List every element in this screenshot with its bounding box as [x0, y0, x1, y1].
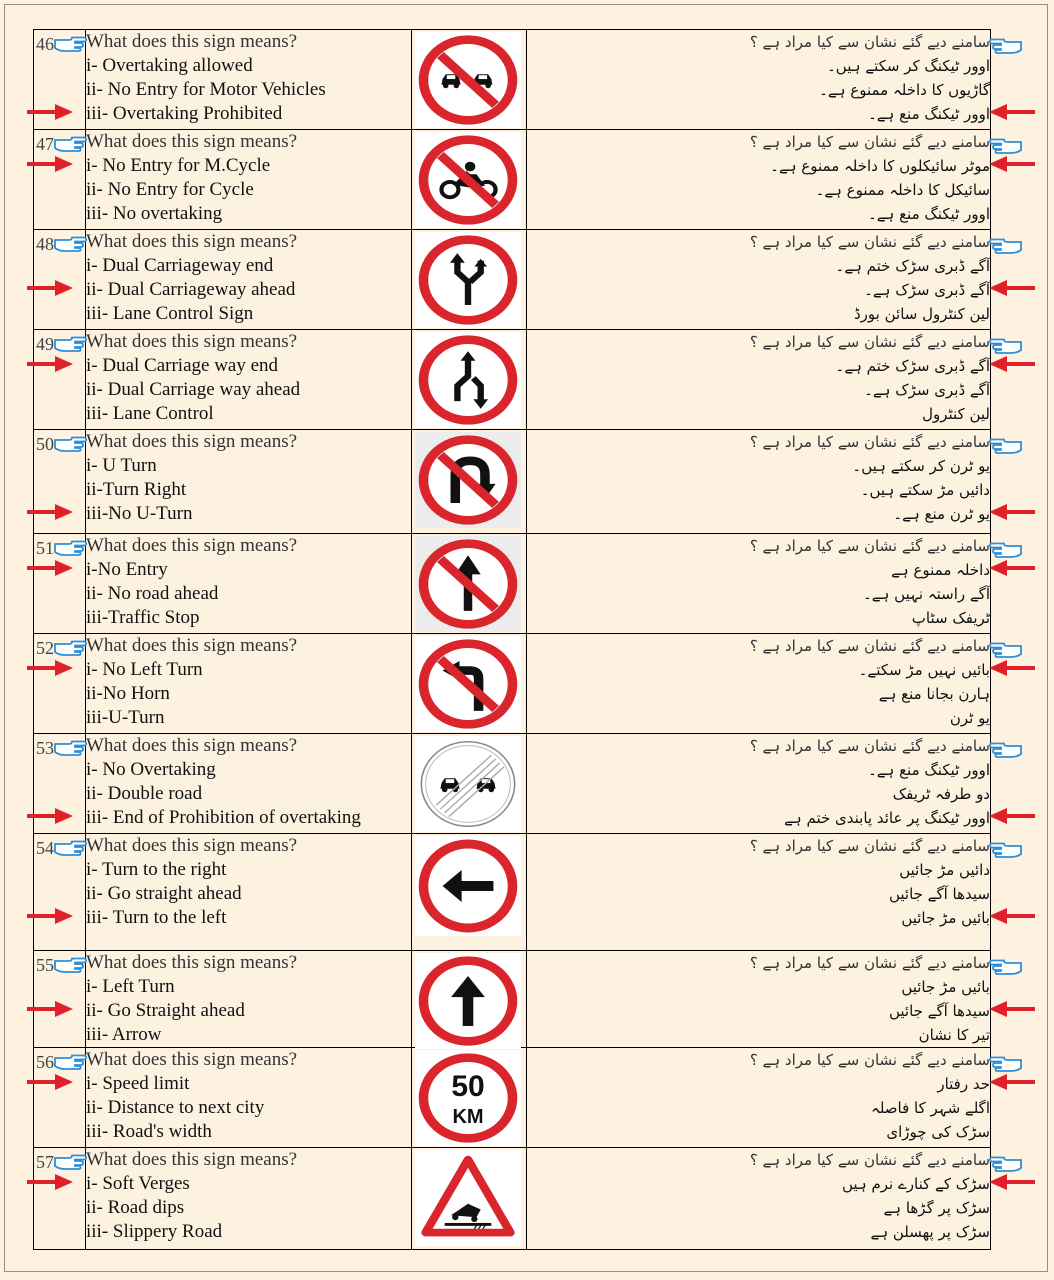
answer-arrow-icon [27, 558, 73, 578]
english-cell [86, 1148, 412, 1250]
sign-cell [412, 1148, 527, 1250]
urdu-cell [527, 1148, 991, 1250]
urdu-cell [527, 330, 991, 430]
urdu-question: سامنے دیے گئے نشان سے کیا مراد ہے ؟ [749, 433, 990, 451]
urdu-option: یو ٹرن منع ہے۔ [893, 505, 990, 523]
pointing-hand-icon [989, 740, 1023, 758]
pointing-hand-icon [53, 638, 87, 656]
sign-cell [412, 834, 527, 951]
pointing-hand-icon [989, 1154, 1023, 1172]
english-question: What does this sign means? [86, 1049, 298, 1070]
sign-cell [412, 230, 527, 330]
urdu-question: سامنے دیے گئے نشان سے کیا مراد ہے ؟ [749, 333, 990, 351]
english-option: i- Dual Carriage way end [86, 355, 279, 376]
english-option: i- No Overtaking [86, 759, 216, 780]
question-number-cell [34, 1048, 86, 1148]
urdu-question: سامنے دیے گئے نشان سے کیا مراد ہے ؟ [749, 637, 990, 655]
pointing-hand-icon [53, 134, 87, 152]
english-question: What does this sign means? [86, 835, 298, 856]
sign-cell [412, 130, 527, 230]
pointing-hand-icon [989, 540, 1023, 558]
urdu-option: بائیں نہیں مڑ سکتے۔ [858, 661, 990, 679]
no-motorcycle-sign [415, 132, 521, 228]
english-option: ii- Dual Carriage way ahead [86, 379, 301, 400]
english-cell [86, 330, 412, 430]
english-option: iii- Overtaking Prohibited [86, 103, 283, 124]
answer-arrow-icon [989, 999, 1035, 1019]
pointing-hand-icon [53, 1052, 87, 1070]
sign-cell [412, 734, 527, 834]
urdu-question: سامنے دیے گئے نشان سے کیا مراد ہے ؟ [749, 1051, 990, 1069]
question-row [34, 734, 991, 834]
urdu-cell [527, 230, 991, 330]
soft-verges-sign [415, 1150, 521, 1246]
english-cell [86, 834, 412, 951]
answer-arrow-icon [989, 806, 1035, 826]
english-option: i- No Entry for M.Cycle [86, 155, 271, 176]
question-number-cell [34, 230, 86, 330]
english-question: What does this sign means? [86, 952, 298, 973]
english-cell [86, 634, 412, 734]
urdu-option: بائیں مڑ جائیں [901, 978, 990, 996]
pointing-hand-icon [53, 434, 87, 452]
pointing-hand-icon [53, 538, 87, 556]
urdu-option: موٹر سائیکلوں کا داخلہ ممنوع ہے۔ [770, 157, 990, 175]
urdu-option: سڑک کے کنارے نرم ہیں [841, 1175, 990, 1193]
question-number-cell [34, 534, 86, 634]
question-row [34, 430, 991, 534]
pointing-hand-icon [53, 738, 87, 756]
english-option: iii-Traffic Stop [86, 607, 200, 628]
english-cell [86, 30, 412, 130]
answer-arrow-icon [27, 906, 73, 926]
english-question: What does this sign means? [86, 431, 298, 452]
question-number: 50 [36, 434, 54, 454]
english-option: ii-Turn Right [86, 479, 187, 500]
question-number: 56 [36, 1052, 54, 1072]
sign-cell [412, 330, 527, 430]
question-row [34, 130, 991, 230]
english-cell [86, 951, 412, 1048]
no-overtaking-sign [415, 32, 521, 128]
pointing-hand-icon [53, 34, 87, 52]
answer-arrow-icon [27, 1172, 73, 1192]
english-option: iii- Slippery Road [86, 1221, 223, 1242]
urdu-option: سائیکل کا داخلہ ممنوع ہے۔ [815, 181, 990, 199]
pointing-hand-icon [53, 334, 87, 352]
question-row [34, 330, 991, 430]
question-number: 51 [36, 538, 54, 558]
english-option: ii- Road dips [86, 1197, 185, 1218]
urdu-question: سامنے دیے گئے نشان سے کیا مراد ہے ؟ [749, 954, 990, 972]
pointing-hand-icon [53, 955, 87, 973]
question-number-cell [34, 330, 86, 430]
english-option: i- Turn to the right [86, 859, 227, 880]
answer-arrow-icon [27, 278, 73, 298]
urdu-option: بائیں مڑ جائیں [901, 909, 990, 927]
question-number-cell [34, 834, 86, 951]
urdu-option: اوور ٹیکنگ کر سکتے ہیں۔ [826, 57, 990, 75]
urdu-option: گاڑیوں کا داخلہ ممنوع ہے۔ [819, 81, 990, 99]
english-option: i- Overtaking allowed [86, 55, 253, 76]
english-option: ii- Go Straight ahead [86, 1000, 245, 1021]
english-option: ii- No Entry for Cycle [86, 179, 254, 200]
answer-arrow-icon [27, 999, 73, 1019]
urdu-option: اوور ٹیکنگ منع ہے۔ [867, 761, 990, 779]
urdu-cell [527, 834, 991, 951]
question-row [34, 1048, 991, 1148]
speed-limit-unit: KM [452, 1106, 484, 1128]
pointing-hand-icon [989, 436, 1023, 454]
pointing-hand-icon [989, 840, 1023, 858]
sign-cell [412, 1048, 527, 1148]
question-row [34, 534, 991, 634]
pointing-hand-icon [53, 234, 87, 252]
answer-arrow-icon [27, 354, 73, 374]
english-question: What does this sign means? [86, 535, 298, 556]
english-cell [86, 534, 412, 634]
urdu-option: ٹریفک سٹاپ [911, 609, 990, 627]
answer-arrow-icon [989, 502, 1035, 522]
question-number: 54 [36, 838, 54, 858]
turn-left-sign [415, 836, 521, 936]
urdu-option: آگے ڈبری سڑک ختم ہے۔ [835, 257, 990, 275]
urdu-cell [527, 1048, 991, 1148]
question-number: 53 [36, 738, 54, 758]
answer-arrow-icon [27, 658, 73, 678]
urdu-cell [527, 734, 991, 834]
english-option: i-No Entry [86, 559, 168, 580]
urdu-option: سڑک پر گڑھا ہے [883, 1199, 990, 1217]
english-question: What does this sign means? [86, 231, 298, 252]
answer-arrow-icon [989, 658, 1035, 678]
urdu-option: اگلے شہر کا فاصلہ [871, 1099, 990, 1117]
pointing-hand-icon [989, 336, 1023, 354]
urdu-option: اوور ٹیکنگ منع ہے۔ [867, 205, 990, 223]
answer-arrow-icon [989, 1172, 1035, 1192]
pointing-hand-icon [989, 236, 1023, 254]
english-option: i- No Left Turn [86, 659, 203, 680]
urdu-question: سامنے دیے گئے نشان سے کیا مراد ہے ؟ [749, 837, 990, 855]
question-number: 46 [36, 34, 54, 54]
english-option: ii- Go straight ahead [86, 883, 242, 904]
urdu-option: یو ٹرن کر سکتے ہیں۔ [852, 457, 990, 475]
english-option: i- U Turn [86, 455, 157, 476]
english-question: What does this sign means? [86, 131, 298, 152]
english-option: ii- No road ahead [86, 583, 219, 604]
urdu-option: داخلہ ممنوع ہے [891, 561, 990, 579]
pointing-hand-icon [989, 136, 1023, 154]
urdu-option: آگے ڈبری سڑک ہے۔ [864, 281, 990, 299]
urdu-option: حد رفتار [937, 1075, 990, 1093]
english-question: What does this sign means? [86, 735, 298, 756]
question-number: 47 [36, 134, 54, 154]
urdu-cell [527, 634, 991, 734]
urdu-question: سامنے دیے گئے نشان سے کیا مراد ہے ؟ [749, 33, 990, 51]
question-row [34, 1148, 991, 1250]
english-cell [86, 430, 412, 534]
answer-arrow-icon [27, 806, 73, 826]
english-option: i- Soft Verges [86, 1173, 190, 1194]
answer-arrow-icon [989, 278, 1035, 298]
pointing-hand-icon [53, 1152, 87, 1170]
urdu-option: اوور ٹیکنگ منع ہے۔ [867, 105, 990, 123]
urdu-option: سیدھا آگے جائیں [888, 885, 990, 903]
question-number-cell [34, 734, 86, 834]
answer-arrow-icon [27, 1072, 73, 1092]
sign-cell [412, 30, 527, 130]
english-option: i- Dual Carriageway end [86, 255, 274, 276]
english-cell [86, 130, 412, 230]
english-question: What does this sign means? [86, 635, 298, 656]
urdu-cell [527, 534, 991, 634]
question-number: 55 [36, 955, 54, 975]
english-option: ii- Dual Carriageway ahead [86, 279, 296, 300]
question-number-cell [34, 130, 86, 230]
no-left-turn-sign [415, 636, 521, 732]
pointing-hand-icon [53, 838, 87, 856]
sign-cell [412, 634, 527, 734]
urdu-option: لین کنٹرول [922, 405, 990, 423]
english-question: What does this sign means? [86, 1149, 298, 1170]
english-option: ii- Distance to next city [86, 1097, 265, 1118]
answer-arrow-icon [989, 1072, 1035, 1092]
urdu-option: آگے راستہ نہیں ہے۔ [863, 585, 990, 603]
urdu-option: دائیں مڑ سکتے ہیں۔ [860, 481, 990, 499]
answer-arrow-icon [989, 558, 1035, 578]
english-option: i- Left Turn [86, 976, 175, 997]
question-row [34, 230, 991, 330]
english-option: iii- Turn to the left [86, 907, 227, 928]
question-row [34, 634, 991, 734]
question-number: 48 [36, 234, 54, 254]
english-question: What does this sign means? [86, 31, 298, 52]
english-option: ii-No Horn [86, 683, 170, 704]
urdu-question: سامنے دیے گئے نشان سے کیا مراد ہے ؟ [749, 133, 990, 151]
pointing-hand-icon [989, 957, 1023, 975]
pointing-hand-icon [989, 640, 1023, 658]
end-no-overtaking-sign [415, 736, 521, 832]
urdu-question: سامنے دیے گئے نشان سے کیا مراد ہے ؟ [749, 1151, 990, 1169]
urdu-option: سیدھا آگے جائیں [888, 1002, 990, 1020]
urdu-question: سامنے دیے گئے نشان سے کیا مراد ہے ؟ [749, 737, 990, 755]
urdu-option: آگے ڈبری سڑک ختم ہے۔ [835, 357, 990, 375]
english-question: What does this sign means? [86, 331, 298, 352]
english-option: iii- Arrow [86, 1024, 162, 1045]
urdu-option: دو طرفہ ٹریفک [892, 785, 990, 803]
urdu-option: سڑک پر پھسلن ہے [870, 1223, 990, 1241]
question-number: 49 [36, 334, 54, 354]
dual-carriageway-end-sign [415, 332, 521, 428]
urdu-cell [527, 951, 991, 1048]
english-cell [86, 734, 412, 834]
speed-limit-value: 50 [451, 1070, 485, 1103]
urdu-cell [527, 130, 991, 230]
urdu-option: آگے ڈبری سڑک ہے۔ [864, 381, 990, 399]
question-row [34, 951, 991, 1048]
question-number-cell [34, 1148, 86, 1250]
urdu-option: دائیں مڑ جائیں [899, 861, 990, 879]
answer-arrow-icon [989, 154, 1035, 174]
straight-ahead-sign [415, 953, 521, 1049]
urdu-option: یو ٹرن [949, 709, 990, 727]
urdu-option: سڑک کی چوڑای [886, 1123, 990, 1141]
urdu-option: اوور ٹیکنگ پر عائد پابندی ختم ہے [784, 809, 990, 827]
no-entry-sign [415, 536, 521, 632]
no-u-turn-sign [415, 432, 521, 528]
english-option: iii- Lane Control [86, 403, 214, 424]
pointing-hand-icon [989, 1054, 1023, 1072]
question-number-cell [34, 634, 86, 734]
answer-arrow-icon [27, 102, 73, 122]
question-number-cell [34, 951, 86, 1048]
sign-cell [412, 534, 527, 634]
urdu-option: تیر کا نشان [918, 1026, 990, 1044]
answer-arrow-icon [989, 354, 1035, 374]
english-option: iii-U-Turn [86, 707, 165, 728]
english-option: ii- Double road [86, 783, 203, 804]
question-row [34, 834, 991, 951]
sign-cell [412, 951, 527, 1048]
urdu-question: سامنے دیے گئے نشان سے کیا مراد ہے ؟ [749, 233, 990, 251]
english-option: ii- No Entry for Motor Vehicles [86, 79, 326, 100]
english-option: iii- End of Prohibition of overtaking [86, 807, 361, 828]
urdu-question: سامنے دیے گئے نشان سے کیا مراد ہے ؟ [749, 537, 990, 555]
sign-cell [412, 430, 527, 534]
english-cell [86, 1048, 412, 1148]
english-option: iii-No U-Turn [86, 503, 193, 524]
question-number-cell [34, 430, 86, 534]
question-number: 57 [36, 1152, 54, 1172]
urdu-cell [527, 30, 991, 130]
answer-arrow-icon [27, 502, 73, 522]
english-cell [86, 230, 412, 330]
dual-carriageway-ahead-sign [415, 232, 521, 328]
answer-arrow-icon [989, 102, 1035, 122]
question-number: 52 [36, 638, 54, 658]
answer-arrow-icon [989, 906, 1035, 926]
english-option: iii- Lane Control Sign [86, 303, 254, 324]
urdu-cell [527, 430, 991, 534]
english-option: i- Speed limit [86, 1073, 190, 1094]
answer-arrow-icon [27, 154, 73, 174]
question-number-cell [34, 30, 86, 130]
pointing-hand-icon [989, 36, 1023, 54]
english-option: iii- No overtaking [86, 203, 223, 224]
question-row [34, 30, 991, 130]
question-table [33, 29, 991, 1250]
urdu-option: ہارن بجانا منع ہے [878, 685, 990, 703]
urdu-option: لین کنٹرول سائن بورڈ [853, 305, 990, 323]
english-option: iii- Road's width [86, 1121, 212, 1142]
